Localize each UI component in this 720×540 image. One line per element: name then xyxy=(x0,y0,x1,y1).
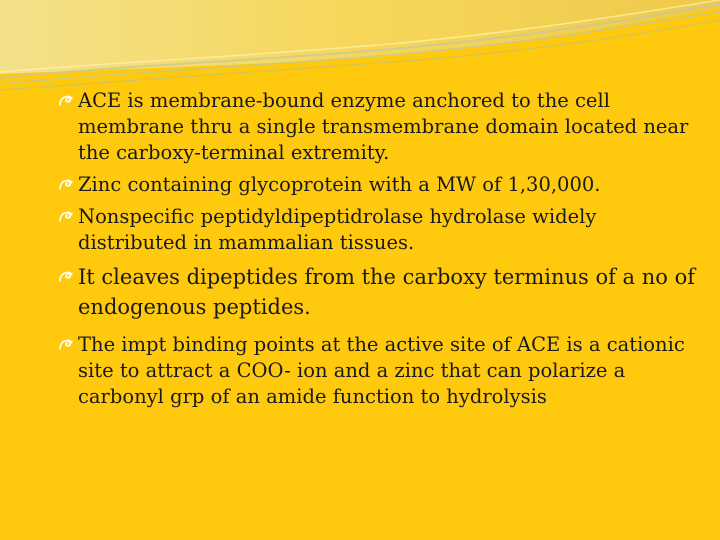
bullet-item-3 xyxy=(58,204,708,256)
swirl-arrow-bullet-icon xyxy=(58,270,74,284)
bullet-text: Zinc containing glycoprotein with a MW of 1,30,000. xyxy=(78,173,601,196)
swirl-arrow-bullet-icon xyxy=(58,178,74,192)
bullet-text: Nonspecific peptidyldipeptidrolase hydrolase widely distributed in mammalian tissues. xyxy=(78,205,597,254)
bullet-item-5 xyxy=(58,332,708,410)
swirl-arrow-bullet-icon xyxy=(58,94,74,108)
swirl-arrow-bullet-icon xyxy=(58,338,74,352)
bullet-item-2 xyxy=(58,172,708,198)
bullet-item-1 xyxy=(58,88,708,166)
bullet-text: ACE is membrane-bound enzyme anchored to the cell membrane thru a single transmembrane domain located near the carboxy-terminal extremity. xyxy=(78,89,689,164)
bullet-text: The impt binding points at the active site of ACE is a cationic site to attract a COO- ion and a zinc that can polarize a carbonyl grp of an amide function to hydrolysis xyxy=(78,333,685,408)
bullet-item-4 xyxy=(58,262,708,322)
bullet-text: It cleaves dipeptides from the carboxy terminus of a no of endogenous peptides. xyxy=(78,265,696,319)
swirl-arrow-bullet-icon xyxy=(58,210,74,224)
bullet-list xyxy=(58,88,708,416)
